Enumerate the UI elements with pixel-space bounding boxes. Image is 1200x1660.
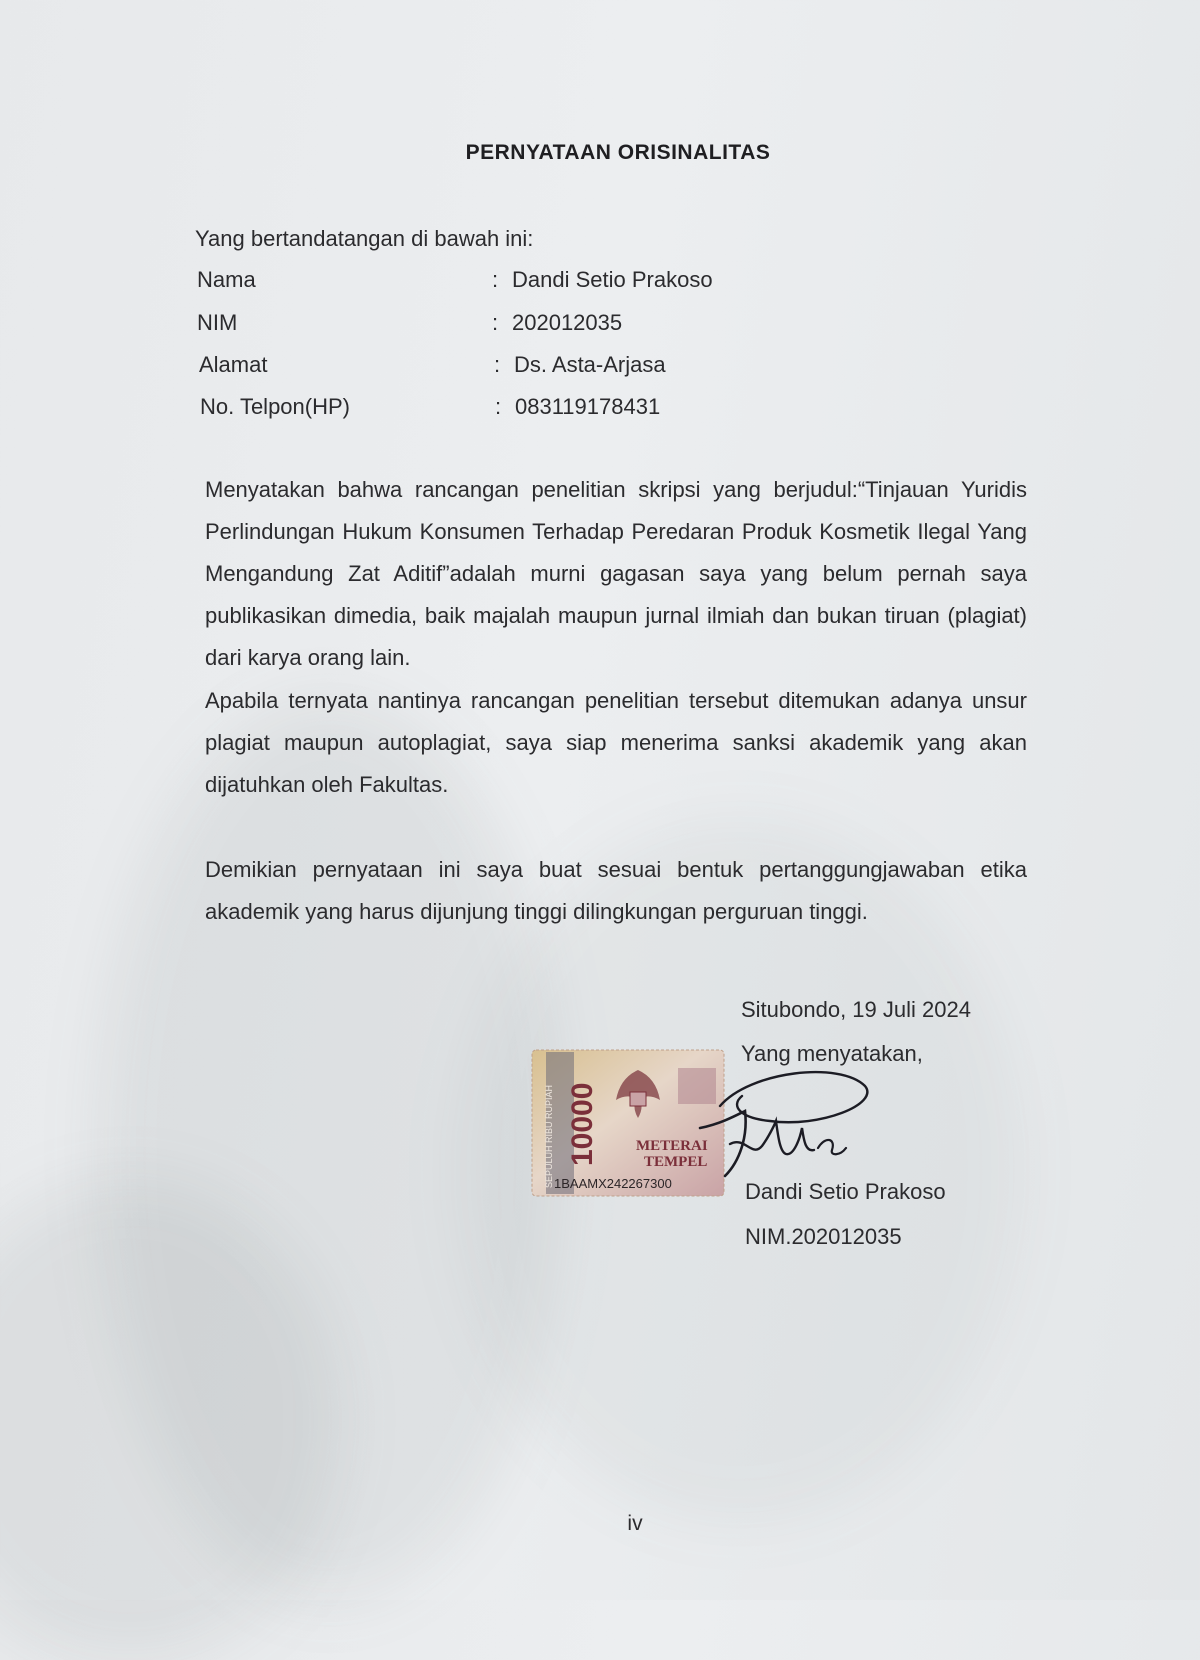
declarant-label: Yang menyatakan, bbox=[741, 1041, 923, 1066]
signatory-nim: NIM.202012035 bbox=[745, 1224, 902, 1249]
identity-label: NIM bbox=[197, 310, 238, 335]
identity-colon: : bbox=[495, 394, 502, 419]
identity-value: Ds. Asta-Arjasa bbox=[514, 352, 666, 377]
page-number: iv bbox=[627, 1512, 643, 1535]
statement-paragraph: Menyatakan bahwa rancangan penelitian skripsi yang berjudul:“Tinjauan Yuridis Perlindungan Hukum Konsumen Terhadap Peredaran Produk Kosmetik Ilegal Yang Mengandung Zat Aditif”adalah murni gagasan saya yang belum pernah saya publikasikan dimedia, baik majalah maupun jurnal ilmiah dan bukan tiruan (plagiat) dari karya orang lain. bbox=[205, 477, 1027, 670]
stamp-title: METERAI bbox=[636, 1138, 708, 1154]
stamp-serial: 1BAAMX242267300 bbox=[554, 1176, 672, 1191]
closing-paragraph: Demikian pernyataan ini saya buat sesuai bentuk pertanggungjawaban etika akademik yang harus dijunjung tinggi dilingkungan perguruan tinggi. bbox=[205, 857, 1027, 924]
identity-label: Alamat bbox=[199, 352, 268, 377]
signatory-name: Dandi Setio Prakoso bbox=[745, 1179, 946, 1204]
stamp-subtitle: TEMPEL bbox=[644, 1154, 708, 1170]
identity-colon: : bbox=[492, 310, 499, 335]
stamp-side-text: SEPULUH RIBU RUPIAH bbox=[544, 1084, 554, 1188]
identity-colon: : bbox=[494, 352, 501, 377]
identity-label: Nama bbox=[197, 267, 256, 292]
identity-label: No. Telpon(HP) bbox=[200, 394, 350, 419]
identity-value: 202012035 bbox=[512, 310, 623, 335]
stamp-value: 10000 bbox=[566, 1082, 599, 1166]
signature bbox=[690, 1066, 890, 1186]
intro-line: Yang bertandatangan di bawah ini: bbox=[195, 226, 534, 251]
consequence-paragraph: Apabila ternyata nantinya rancangan penelitian tersebut ditemukan adanya unsur plagiat maupun autoplagiat, saya siap menerima sanksi akademik yang akan dijatuhkan oleh Fakultas. bbox=[205, 688, 1027, 797]
identity-value: Dandi Setio Prakoso bbox=[512, 267, 713, 292]
identity-value: 083119178431 bbox=[515, 394, 661, 419]
place-date: Situbondo, 19 Juli 2024 bbox=[741, 997, 971, 1022]
identity-colon: : bbox=[492, 267, 499, 292]
document-title: PERNYATAAN ORISINALITAS bbox=[465, 141, 771, 164]
